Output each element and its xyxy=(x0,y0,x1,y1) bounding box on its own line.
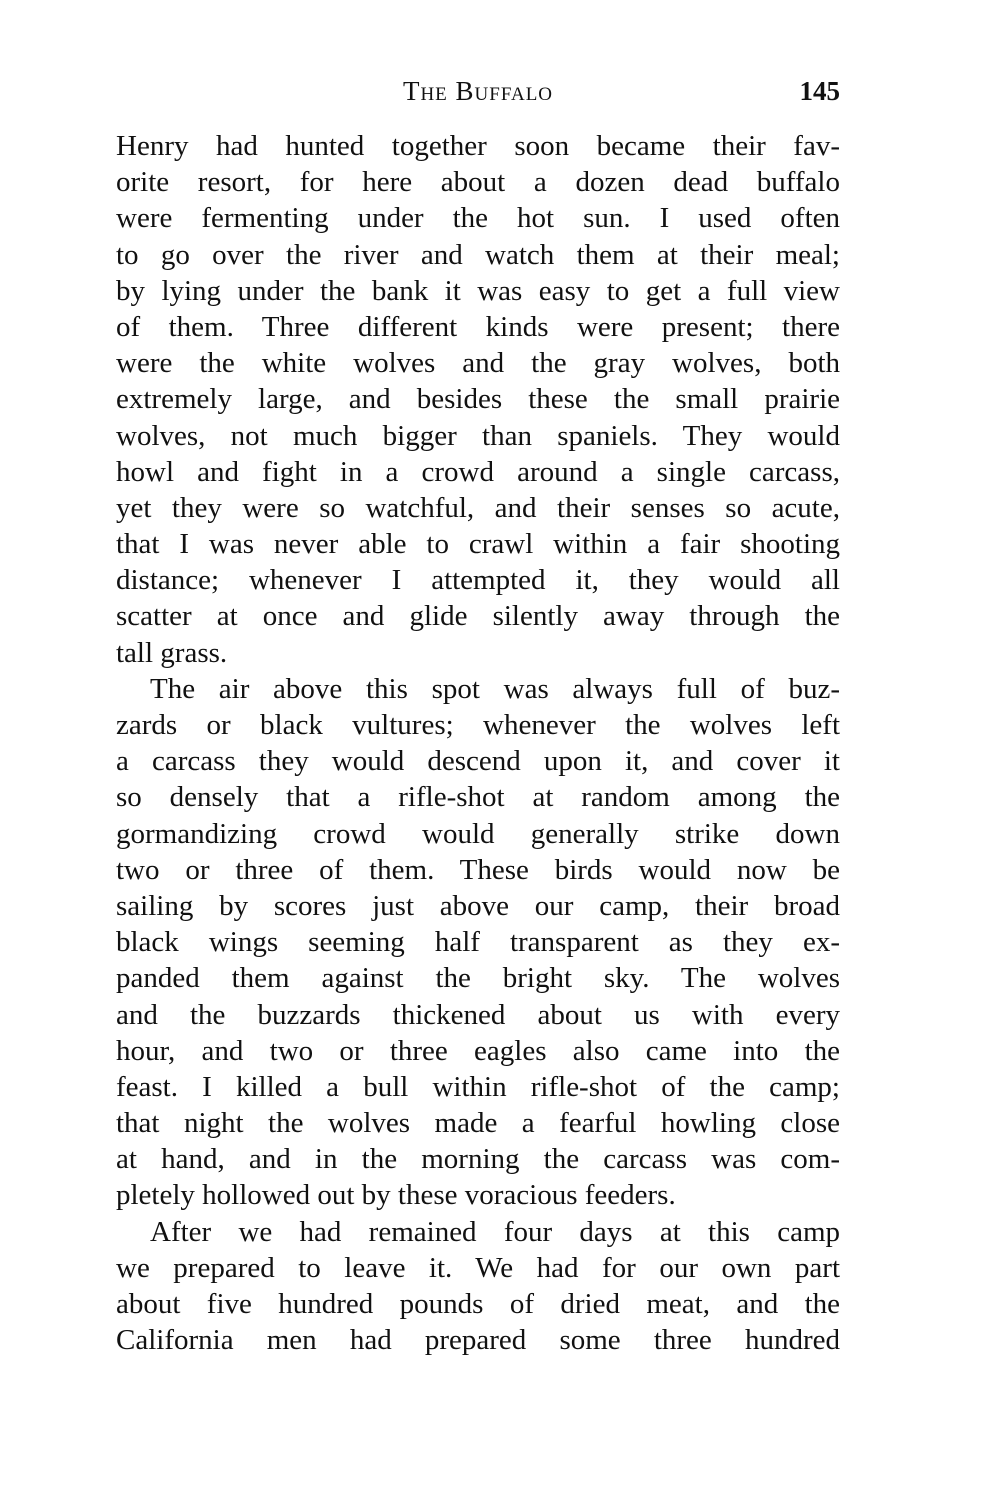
text-line: that I was never able to crawl within a fair shooting xyxy=(116,528,840,561)
text-line: about five hundred pounds of dried meat, and the xyxy=(116,1288,840,1320)
text-line: hour, and two or three eagles also came into the xyxy=(116,1034,840,1067)
text-line: Henry had hunted together soon became their fav- xyxy=(116,130,840,162)
text-line: extremely large, and besides these the small prairie xyxy=(116,383,840,416)
text-line: yet they were so watchful, and their senses so acute, xyxy=(116,491,840,524)
page-number: 145 xyxy=(799,76,840,106)
text-line: black wings seeming half transparent as they ex- xyxy=(116,926,840,959)
text-line: sailing by scores just above our camp, their broad xyxy=(116,889,840,922)
text-line: we prepared to leave it. We had for our own part xyxy=(116,1251,840,1284)
text-line: so densely that a rifle-shot at random among the xyxy=(116,781,840,814)
text-line: scatter at once and glide silently away through the xyxy=(116,600,840,633)
text-line: panded them against the bright sky. The wolves xyxy=(116,962,840,995)
text-line: howl and fight in a crowd around a single carcass, xyxy=(116,455,840,488)
paragraph xyxy=(116,1214,840,1359)
text-line: California men had prepared some three hundred xyxy=(116,1324,840,1357)
text-line: by lying under the bank it was easy to get a full view xyxy=(116,274,840,307)
text-line: distance; whenever I attempted it, they would all xyxy=(116,564,840,597)
running-title: The Buffalo xyxy=(402,76,554,106)
text-line: The air above this spot was always full of buz- xyxy=(150,672,840,705)
text-line: feast. I killed a bull within rifle-shot of the camp; xyxy=(116,1070,840,1103)
text-line: were fermenting under the hot sun. I used often xyxy=(116,202,840,235)
page-header xyxy=(116,76,840,112)
text-line: pletely hollowed out by these voracious feeders. xyxy=(116,1179,676,1212)
text-line: and the buzzards thickened about us with every xyxy=(116,998,840,1031)
paragraph xyxy=(116,128,840,671)
paragraph xyxy=(116,671,840,1214)
text-line: zards or black vultures; whenever the wolves left xyxy=(116,709,840,741)
text-line: at hand, and in the morning the carcass was com- xyxy=(116,1143,840,1176)
text-line: wolves, not much bigger than spaniels. They would xyxy=(116,419,840,452)
text-line: a carcass they would descend upon it, and cover it xyxy=(116,745,840,778)
text-line: of them. Three different kinds were present; there xyxy=(116,310,840,343)
body-text xyxy=(116,128,840,1358)
text-line: orite resort, for here about a dozen dead buffalo xyxy=(116,166,840,199)
text-line: tall grass. xyxy=(116,636,228,669)
text-line: that night the wolves made a fearful howling close xyxy=(116,1107,840,1140)
text-line: two or three of them. These birds would now be xyxy=(116,853,840,886)
text-line: were the white wolves and the gray wolves, both xyxy=(116,347,840,380)
text-line: After we had remained four days at this camp xyxy=(150,1215,840,1248)
text-line: to go over the river and watch them at their meal; xyxy=(116,238,840,271)
text-line: gormandizing crowd would generally strike down xyxy=(116,817,840,850)
